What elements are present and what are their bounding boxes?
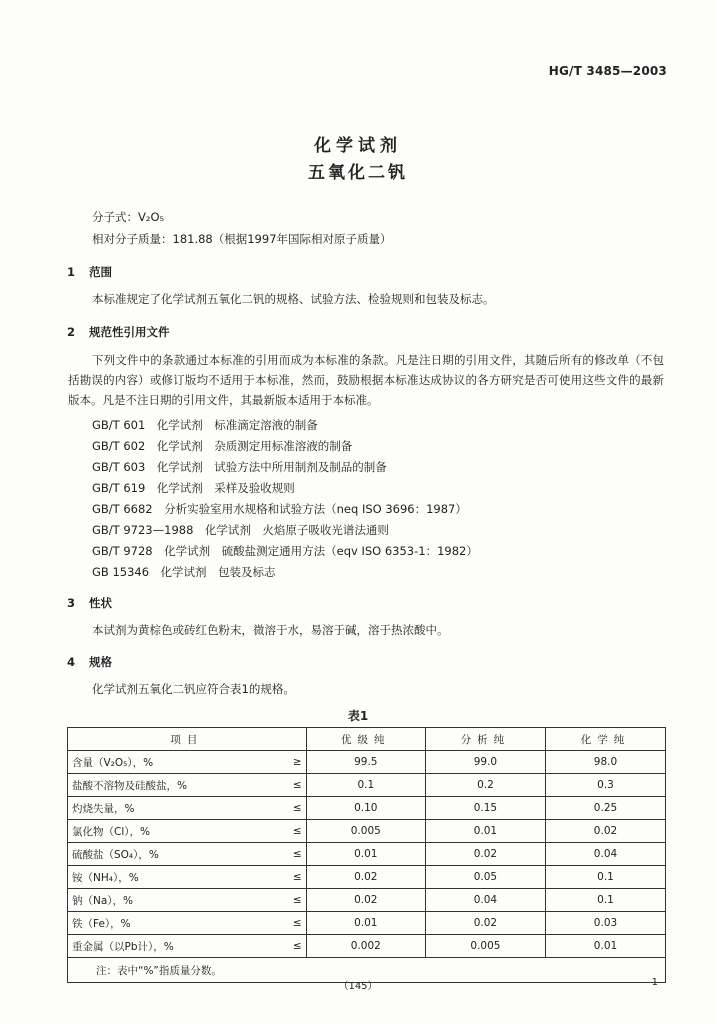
reference-item: GB 15346 化学试剂 包装及标志	[92, 565, 276, 579]
row-value: 0.01	[306, 843, 425, 866]
row-value: 0.04	[545, 843, 665, 866]
table-row	[68, 751, 666, 774]
row-value: 99.0	[425, 751, 545, 774]
row-operator: ≤	[278, 843, 306, 866]
table-row	[68, 866, 666, 889]
section-number: 1	[67, 265, 76, 279]
row-value: 0.01	[545, 935, 665, 958]
row-item: 硫酸盐（SO₄），%	[68, 843, 278, 866]
row-value: 0.02	[306, 889, 425, 912]
section-2-text: 下列文件中的条款通过本标准的引用而成为本标准的条款。凡是注日期的引用文件，其随后所有的修改单（不包括勘误的内容）或修订版均不适用于本标准，然而，鼓励根据本标准达成协议的各方研究是否可使用这些文件的最新版本。凡是不注日期的引用文件，其最新版本适用于本标准。	[68, 353, 664, 407]
section-1-text: 本标准规定了化学试剂五氧化二钒的规格、试验方法、检验规则和包装及标志。	[92, 292, 495, 306]
section-3-heading	[67, 595, 112, 611]
reference-item: GB/T 9723—1988 化学试剂 火焰原子吸收光谱法通则	[92, 523, 389, 537]
row-value: 98.0	[545, 751, 665, 774]
row-value: 0.1	[545, 889, 665, 912]
molecular-formula: 分子式：V₂O₅	[92, 210, 165, 224]
reference-item: GB/T 603 化学试剂 试验方法中所用制剂及制品的制备	[92, 460, 387, 474]
molecular-mass: 相对分子质量：181.88（根据1997年国际相对原子质量）	[92, 232, 392, 246]
document-title: 化学试剂	[314, 136, 402, 156]
header-guaranteed-reagent: 优级纯	[306, 728, 425, 751]
row-operator: ≥	[278, 751, 306, 774]
row-value: 0.005	[306, 820, 425, 843]
row-value: 0.10	[306, 797, 425, 820]
section-title: 规格	[89, 655, 112, 669]
reference-item: GB/T 9728 化学试剂 硫酸盐测定通用方法（eqv ISO 6353-1：1982）	[92, 544, 478, 558]
row-value: 0.2	[425, 774, 545, 797]
reference-item: GB/T 6682 分析实验室用水规格和试验方法（neq ISO 3696：1987）	[92, 502, 467, 516]
table-row	[68, 912, 666, 935]
row-value: 99.5	[306, 751, 425, 774]
row-value: 0.05	[425, 866, 545, 889]
row-operator: ≤	[278, 866, 306, 889]
row-operator: ≤	[278, 935, 306, 958]
row-value: 0.002	[306, 935, 425, 958]
row-value: 0.02	[306, 866, 425, 889]
section-number: 4	[67, 655, 76, 669]
reference-item: GB/T 619 化学试剂 采样及验收规则	[92, 481, 295, 495]
specification-table	[67, 727, 666, 983]
row-operator: ≤	[278, 889, 306, 912]
document-subtitle: 五氧化二钒	[308, 163, 408, 183]
table-row	[68, 843, 666, 866]
table-row	[68, 820, 666, 843]
row-value: 0.01	[425, 820, 545, 843]
row-value: 0.02	[425, 843, 545, 866]
header-item: 项目	[68, 728, 307, 751]
section-2-heading	[67, 324, 170, 340]
reference-item: GB/T 602 化学试剂 杂质测定用标准溶液的制备	[92, 439, 353, 453]
row-operator: ≤	[278, 774, 306, 797]
section-4-heading	[67, 654, 112, 670]
row-item: 重金属（以Pb计），%	[68, 935, 278, 958]
section-title: 范围	[89, 265, 112, 279]
section-1-heading	[67, 264, 112, 280]
table-header-row	[68, 728, 666, 751]
row-item: 铁（Fe），%	[68, 912, 278, 935]
row-value: 0.1	[306, 774, 425, 797]
section-title: 规范性引用文件	[89, 325, 170, 339]
row-value: 0.04	[425, 889, 545, 912]
row-item: 氯化物（Cl），%	[68, 820, 278, 843]
header-analytical-reagent: 分析纯	[425, 728, 545, 751]
row-value: 0.005	[425, 935, 545, 958]
table-row	[68, 774, 666, 797]
header-chemically-pure: 化学纯	[545, 728, 665, 751]
table-note: 注：表中“%”指质量分数。	[68, 958, 666, 983]
row-item: 灼烧失量，%	[68, 797, 278, 820]
row-value: 0.02	[545, 820, 665, 843]
reference-item: GB/T 601 化学试剂 标准滴定溶液的制备	[92, 418, 318, 432]
section-number: 3	[67, 596, 76, 610]
row-item: 铵（NH₄），%	[68, 866, 278, 889]
section-title: 性状	[89, 596, 112, 610]
table-row	[68, 889, 666, 912]
row-operator: ≤	[278, 797, 306, 820]
row-operator: ≤	[278, 820, 306, 843]
section-number: 2	[67, 325, 76, 339]
page-number: 1	[651, 977, 658, 988]
row-operator: ≤	[278, 912, 306, 935]
row-value: 0.1	[545, 866, 665, 889]
row-item: 钠（Na），%	[68, 889, 278, 912]
row-item: 盐酸不溶物及硅酸盐，%	[68, 774, 278, 797]
row-value: 0.03	[545, 912, 665, 935]
section-4-text: 化学试剂五氧化二钒应符合表1的规格。	[92, 682, 295, 696]
section-3-text: 本试剂为黄棕色或砖红色粉末，微溶于水，易溶于碱，溶于热浓酸中。	[92, 623, 449, 637]
row-value: 0.3	[545, 774, 665, 797]
row-value: 0.15	[425, 797, 545, 820]
table-row	[68, 797, 666, 820]
table-row	[68, 935, 666, 958]
table-caption: 表1	[347, 709, 369, 723]
row-value: 0.02	[425, 912, 545, 935]
row-value: 0.01	[306, 912, 425, 935]
row-value: 0.25	[545, 797, 665, 820]
row-item: 含量（V₂O₅），%	[68, 751, 278, 774]
page-code: （145）	[338, 981, 378, 992]
standard-code: HG/T 3485—2003	[548, 64, 667, 78]
